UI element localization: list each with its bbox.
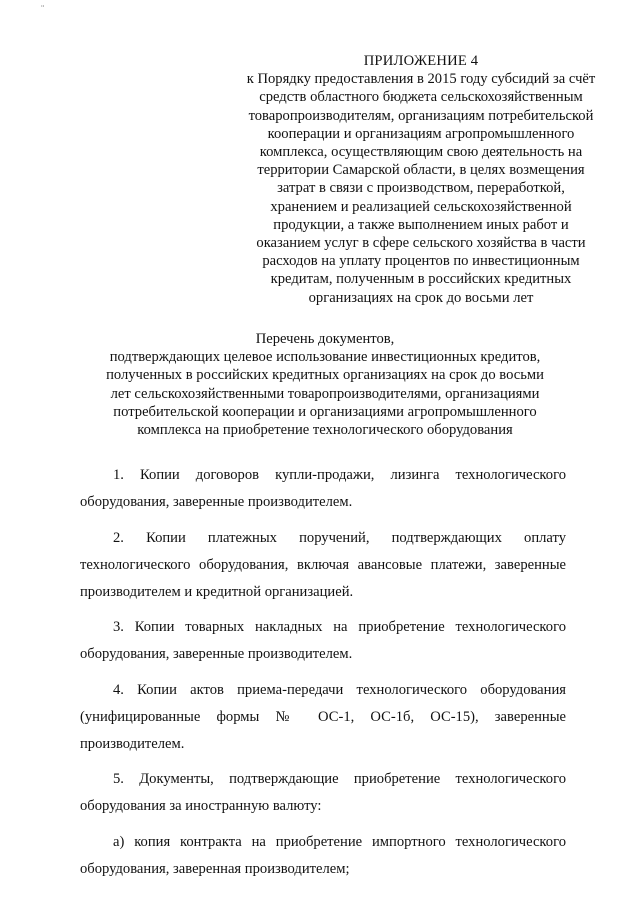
- document-title-line: лет сельскохозяйственными товаропроизводителями, организациями: [110, 385, 540, 402]
- appendix-header: [238, 52, 604, 307]
- document-title-line: подтверждающих целевое использование инвестиционных кредитов,: [109, 349, 541, 366]
- document-body: [80, 462, 566, 891]
- paragraph-line: 5. Документы, подтверждающие приобретение технологического: [113, 771, 566, 787]
- list-item: [80, 766, 566, 820]
- paragraph-line: оборудования, заверенные производителем.: [80, 494, 353, 510]
- appendix-line: организациях на срок до восьми лет: [308, 289, 534, 306]
- list-item: [80, 525, 566, 606]
- paragraph-line: а) копия контракта на приобретение импортного технологического: [113, 833, 566, 850]
- paragraph-line: 1. Копии договоров купли-продажи, лизинга технологического: [113, 467, 566, 483]
- appendix-line: к Порядку предоставления в 2015 году субсидий за счёт: [246, 71, 596, 88]
- appendix-line: средств областного бюджета сельскохозяйственным: [259, 89, 583, 106]
- paragraph-line: технологического оборудования, включая авансовые платежи, заверенные: [80, 556, 566, 573]
- list-item: [80, 462, 566, 516]
- appendix-line: оказанием услуг в сфере сельского хозяйства в части: [256, 235, 586, 252]
- appendix-line: расходов на уплату процентов по инвестиционным: [262, 253, 580, 270]
- appendix-line: комплекса, осуществляющим свою деятельность на: [259, 144, 583, 161]
- list-item: [80, 677, 566, 758]
- appendix-line: затрат в связи с производством, переработкой,: [277, 180, 565, 197]
- list-item: [80, 829, 566, 883]
- paragraph-line: (унифицированные формы № ОС-1, ОС-1б, ОС-15), заверенные: [80, 708, 566, 725]
- document-title-line: потребительской кооперации и организациями агропромышленного: [113, 403, 537, 420]
- appendix-line: продукции, а также выполнением иных работ и: [273, 216, 569, 233]
- appendix-line: кооперации и организациям агропромышленного: [267, 125, 575, 142]
- paragraph-line: 2. Копии платежных поручений, подтверждающих оплату: [113, 529, 566, 546]
- document-title: [76, 330, 574, 439]
- list-item: [80, 614, 566, 668]
- document-title-line: комплекса на приобретение технологического оборудования: [137, 422, 513, 439]
- paragraph-line: оборудования, заверенные производителем.: [80, 646, 353, 662]
- appendix-title: ПРИЛОЖЕНИЕ 4: [363, 53, 479, 69]
- document-title-line: Перечень документов,: [255, 331, 395, 347]
- document-title-line: полученных в российских кредитных организациях на срок до восьми: [106, 367, 544, 384]
- appendix-line: товаропроизводителям, организациям потребительской: [248, 107, 594, 124]
- corner-mark: ¨: [41, 4, 45, 15]
- paragraph-line: производителем.: [80, 735, 185, 752]
- appendix-line: кредитам, полученным в российских кредитных: [270, 271, 572, 288]
- paragraph-line: 3. Копии товарных накладных на приобретение технологического: [113, 619, 566, 635]
- appendix-line: хранением и реализацией сельскохозяйственной: [270, 198, 572, 215]
- appendix-line: территории Самарской области, в целях возмещения: [257, 162, 585, 179]
- paragraph-line: 4. Копии актов приема-передачи технологического оборудования: [113, 681, 566, 698]
- paragraph-line: производителем и кредитной организацией.: [80, 583, 354, 600]
- paragraph-line: оборудования за иностранную валюту:: [80, 798, 322, 814]
- paragraph-line: оборудования, заверенная производителем;: [80, 860, 350, 877]
